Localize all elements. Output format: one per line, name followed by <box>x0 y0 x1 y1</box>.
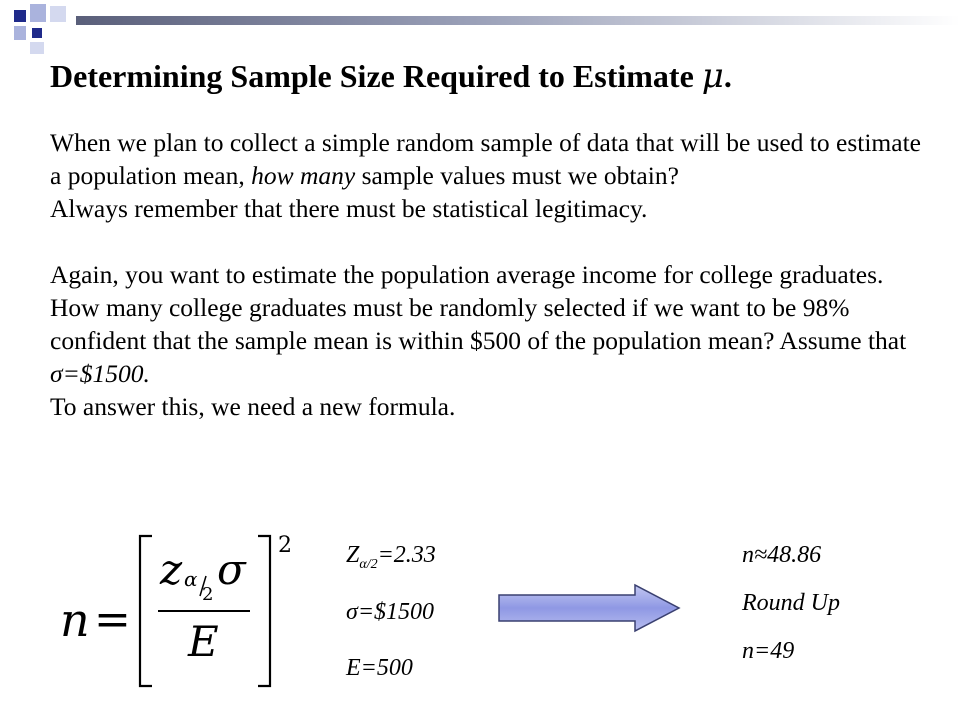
title-text: Determining Sample Size Required to Estimate <box>50 58 702 94</box>
n-approx-result: n≈48.86 <box>742 542 822 568</box>
slide-title <box>50 56 950 96</box>
paragraph-legitimacy: Always remember that there must be statistical legitimacy. <box>50 194 648 223</box>
sigma-assumption: σ=$1500. <box>50 359 150 388</box>
title-end: . <box>723 58 732 94</box>
formula-exponent: 2 <box>278 533 292 558</box>
formula-equals: = <box>94 594 131 645</box>
left-bracket <box>140 536 152 686</box>
corner-square-2 <box>30 4 46 22</box>
emphasis-how-many: how many <box>251 161 356 190</box>
corner-square-4 <box>14 26 26 40</box>
right-bracket <box>258 536 270 686</box>
z-label: Z <box>346 542 360 568</box>
paragraph-new-formula: To answer this, we need a new formula. <box>50 392 456 421</box>
round-up-label: Round Up <box>742 590 840 616</box>
corner-square-1 <box>14 10 26 22</box>
corner-square-5 <box>32 28 42 38</box>
sample-size-formula <box>60 528 320 693</box>
corner-square-6 <box>30 42 44 54</box>
z-subscript: α/2 <box>359 556 378 572</box>
paragraph-example <box>50 258 930 390</box>
paragraph-question <box>50 126 930 192</box>
slide-body <box>50 126 930 423</box>
z-number: =2.33 <box>377 542 436 568</box>
paragraph-question-part2: sample values must we obtain? <box>355 161 679 190</box>
paragraph-example-text: Again, you want to estimate the population average income for college graduates. How many college graduates must be randomly selected if we want to be 98% confident that the sample mean is within $500 of the population mean? Assume that <box>50 260 907 355</box>
formula-sigma: σ <box>217 545 246 594</box>
header-gradient-bar <box>76 16 960 25</box>
sigma-value: σ=$1500 <box>346 599 435 625</box>
formula-n: n <box>60 593 90 647</box>
right-arrow-icon <box>497 583 682 633</box>
corner-square-3 <box>50 6 66 22</box>
formula-sub-two: 2 <box>202 584 214 605</box>
paragraph-question-part1: When we plan to collect a simple random sample of data that will be used to estimate a population mean, <box>50 128 921 190</box>
n-final-result: n=49 <box>742 638 795 664</box>
formula-sub-alpha: α <box>184 567 198 591</box>
mu-symbol: μ <box>701 56 724 96</box>
formula-e: E <box>188 617 219 666</box>
z-value <box>346 540 436 580</box>
formula-z: z <box>160 545 183 594</box>
e-value: E=500 <box>346 655 413 681</box>
